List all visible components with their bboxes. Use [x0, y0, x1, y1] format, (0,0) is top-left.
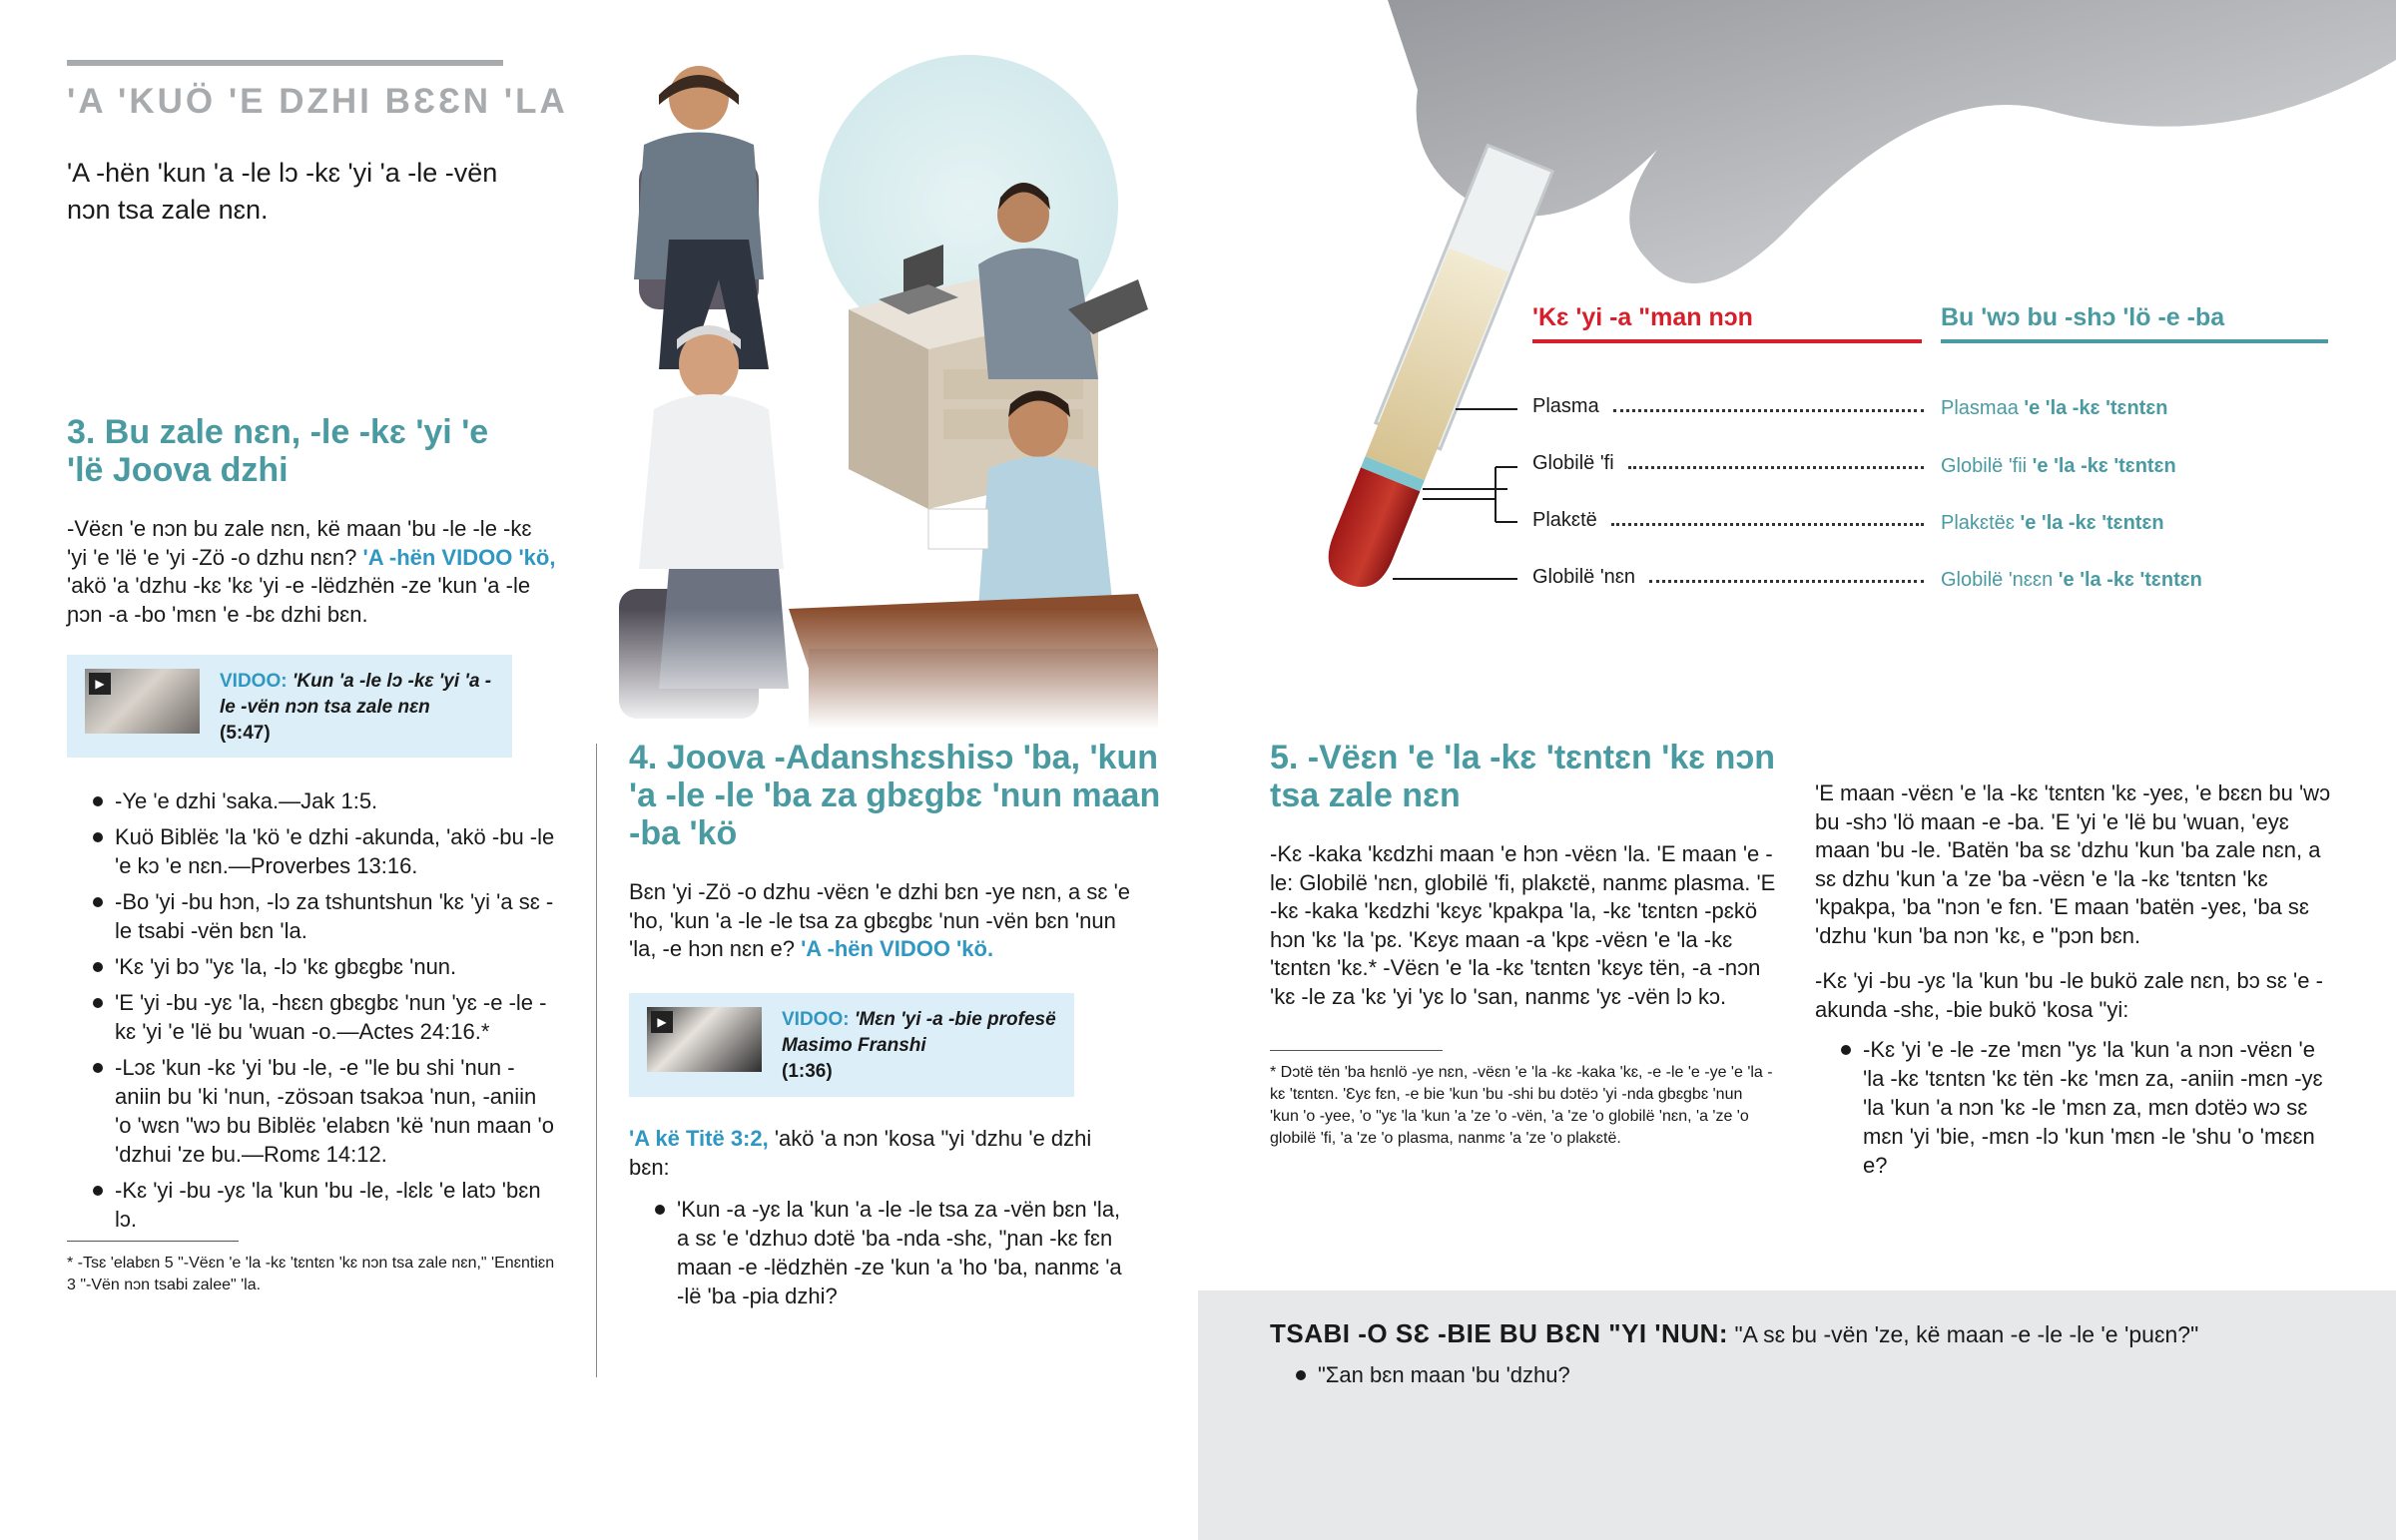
section-3-paragraph	[67, 515, 556, 629]
section-3-video-link[interactable]: 'A -hën VIDOO 'kö,	[362, 544, 556, 570]
video-title: 'Mɛn 'yi -a -bie profesë Masimo Franshi	[782, 1009, 1056, 1056]
verse-text: 'akö 'a nɔn 'kosa "yi 'dzhu 'e dzhi bɛn:	[629, 1126, 1092, 1180]
video-card-section-3[interactable]	[67, 655, 512, 758]
section-3-text: -Vëɛn 'e nɔn bu zale nɛn, kë maan 'bu -le -le -kɛ 'yi 'e 'lë 'e 'yi -Zö -o dzhu nɛn?	[67, 516, 532, 570]
video-thumbnail[interactable]	[85, 669, 200, 734]
list-item: 'E 'yi -bu -yɛ 'la, -hɛɛn gbɛgbɛ 'nun 'yɛ -e -le -kɛ 'yi 'e 'lë bu 'wuan -o.—Actes 24:16.*	[67, 988, 556, 1046]
section-5-bullet-list	[1815, 1035, 2334, 1187]
section-4-heading: 4. Joova -Adanshɛshisɔ 'ba, 'kun 'a -le -le 'ba za gbɛgbɛ 'nun maan -ba 'kö	[629, 739, 1161, 852]
component-name: Globilë 'nɛn	[1532, 566, 1636, 588]
list-item: -Ye 'e dzhi 'saka.—Jak 1:5.	[67, 786, 556, 815]
fraction-name: Globilë 'nɛɛn	[1941, 569, 2054, 591]
leader-dots	[1628, 466, 1924, 469]
fraction-suffix: 'e 'la -kɛ 'tɛntɛn	[2024, 397, 2168, 419]
list-item: -Lɔɛ 'kun -kɛ 'yi 'bu -le, -e "le bu shi 'nun -aniin bu 'ki 'nun, -zösɔan tsakɔa 'nun, -aniin 'o 'wɛn "wɔ bu Biblëɛ 'elabɛn 'kë 'nun maan 'o 'dzhui 'ze bu.—Romɛ 14:12.	[67, 1053, 556, 1169]
component-row-white-cells	[1532, 452, 1932, 475]
video-thumbnail[interactable]	[647, 1007, 762, 1072]
section-5-paragraph-2: 'E maan -vëɛn 'e 'la -kɛ 'tɛntɛn 'kɛ -yeɛ, 'e bɛɛn bu 'wɔ bu -shɔ 'lö maan -e -ba. 'E 'yi 'e 'lë bu 'wuan, 'eyɛ maan 'bu -le. 'Batën 'ba sɛ 'dzhu 'kun 'ba zale nɛn, a sɛ dzhu 'kun 'a 'ze 'ba -vëɛn 'e 'la -kɛ 'tɛntɛn 'kɛ 'kpakpa, 'ba "nɔn 'e fɛn. 'E maan 'batën -yeɛ, 'ba sɛ 'dzhu 'kun 'ba nɔn 'kɛ, e "pɔn bɛn.	[1815, 780, 2331, 948]
fractions-heading: Bu 'wɔ bu -shɔ 'lö -e -ba	[1941, 303, 2225, 331]
consultation-illustration	[599, 50, 1178, 729]
components-rule	[1532, 339, 1922, 343]
list-item: -Kɛ 'yi 'e -le -ze 'mɛn "yɛ 'la 'kun 'a nɔn -vëɛn 'e 'la -kɛ 'tɛntɛn 'kɛ tën -kɛ 'mɛn za, -aniin -mɛn -yɛ 'la 'kun 'a nɔn 'kɛ -le 'mɛn za, mɛn dɔtëɔ wɔ sɛ mɛn 'yi 'bie, -mɛn -lɔ 'kun 'mɛn -le 'shu 'o 'mɛɛn e?	[1815, 1035, 2334, 1180]
fraction-suffix: 'e 'la -kɛ 'tɛntɛn	[2020, 512, 2164, 534]
video-label: VIDOO:	[220, 671, 288, 692]
footnote-rule	[67, 1241, 239, 1242]
list-item: 'Kun -a -yɛ la 'kun 'a -le -le tsa za -vën bɛn 'la, a sɛ 'e 'dzhuɔ dɔtë 'ba -nda -shɛ, "ɲan -kɛ fɛn maan -e -lëdzhën -ze 'kun 'a 'ho 'ba, nanmɛ 'a -lë 'ba -pia dzhi?	[629, 1195, 1128, 1310]
list-item: Kuö Biblëɛ 'la 'kö 'e dzhi -akunda, 'akö -bu -le 'e kɔ 'e nɛn.—Proverbes 13:16.	[67, 822, 556, 880]
fraction-label-platelets	[1941, 512, 2164, 535]
fraction-label-plasma	[1941, 397, 2167, 420]
leader-dots	[1613, 409, 1924, 412]
section-5-heading: 5. -Vëɛn 'e 'la -kɛ 'tɛntɛn 'kɛ nɔn tsa zale nɛn	[1270, 739, 1776, 814]
video-card-section-4[interactable]	[629, 993, 1074, 1097]
panel-question-text: "A sɛ bu -vën 'ze, kë maan -e -le -le 'e 'puɛn?"	[1734, 1321, 2199, 1347]
leader-dots	[1649, 580, 1924, 583]
play-icon[interactable]: ▶	[651, 1011, 673, 1033]
fraction-label-white-cells	[1941, 455, 2176, 478]
section-3-bullet-list	[67, 786, 556, 1241]
panel-question	[1270, 1317, 2358, 1350]
fraction-name: Plasmaa	[1941, 397, 2019, 419]
video-label: VIDOO:	[782, 1009, 850, 1030]
component-row-red-cells	[1532, 566, 1932, 589]
component-name: Plakɛtë	[1532, 509, 1597, 531]
intro-text: 'A -hën 'kun 'a -le lɔ -kɛ 'yi 'a -le -vën nɔn tsa zale nɛn.	[67, 158, 498, 225]
video-info	[782, 1007, 1056, 1085]
verse-link[interactable]: 'A kë Titë 3:2,	[629, 1126, 769, 1151]
components-heading: 'Kɛ 'yi -a "man nɔn	[1532, 303, 1753, 331]
column-divider	[596, 744, 597, 1377]
video-info	[220, 669, 494, 747]
fraction-name: Plakɛtëɛ	[1941, 512, 2015, 534]
list-item: -Bo 'yi -bu hɔn, -lɔ za tshuntshun 'kɛ 'yi 'a sɛ -le tsabi -vën bɛn 'la.	[67, 887, 556, 945]
section-5-footnote: * Dɔtë tën 'ba hɛnlö -ye nɛn, -vëɛn 'e 'la -kɛ -kaka 'kɛ, -e -le 'e -ye 'e 'la -kɛ 'tɛntɛn. 'Ɛyɛ fɛn, -e bie 'kun 'bu -shi bu dɔtëɔ 'yi -nda gbɛgbɛ 'nun 'kun 'o -yee, 'o "yɛ 'la 'kun 'a 'ze 'o -vën, 'a 'ze 'o globilë 'nɛn, 'a 'ze 'o globilë 'fi, 'a 'ze 'o plasma, nanmɛ 'a 'ze 'o plakɛtë.	[1270, 1064, 1773, 1147]
video-duration: (1:36)	[782, 1061, 833, 1082]
section-4-verse	[629, 1125, 1138, 1182]
page-title: 'A 'KUÖ 'E DZHI BƐƐN 'LA	[67, 82, 568, 121]
header-rule	[67, 60, 503, 66]
fractions-rule	[1941, 339, 2328, 343]
component-row-platelets	[1532, 509, 1932, 532]
panel-label: TSABI -O SƐ -BIE BU BƐN "YI 'NUN:	[1270, 1318, 1729, 1348]
leader-dots	[1611, 523, 1924, 526]
fraction-suffix: 'e 'la -kɛ 'tɛntɛn	[2032, 455, 2176, 477]
fraction-label-red-cells	[1941, 569, 2202, 592]
list-item: -Kɛ 'yi -bu -yɛ 'la 'kun 'bu -le, -lɛlɛ 'e latɔ 'bɛn lɔ.	[67, 1176, 556, 1234]
play-icon[interactable]: ▶	[89, 673, 111, 695]
section-3-footnote: * -Tsɛ 'elabɛn 5 "-Vëɛn 'e 'la -kɛ 'tɛntɛn 'kɛ nɔn tsa zale nɛn," 'Enɛntiɛn 3 "-Vën nɔn tsabi zalee" 'la.	[67, 1255, 555, 1293]
component-name: Globilë 'fi	[1532, 452, 1614, 474]
fraction-suffix: 'e 'la -kɛ 'tɛntɛn	[2058, 569, 2202, 591]
video-title: 'Kun 'a -le lɔ -kɛ 'yi 'a -le -vën nɔn tsa zale nɛn	[220, 671, 492, 718]
footnote-rule	[1270, 1050, 1443, 1051]
video-duration: (5:47)	[220, 723, 271, 744]
section-4-bullet-list	[629, 1195, 1128, 1317]
section-4-paragraph	[629, 878, 1138, 964]
component-row-plasma	[1532, 395, 1932, 418]
list-item: "Ʃan bɛn maan 'bu 'dzhu?	[1270, 1360, 2069, 1389]
list-item: 'Kɛ 'yi bɔ "yɛ 'la, -lɔ 'kɛ gbɛgbɛ 'nun.	[67, 952, 556, 981]
section-3-text-rest: 'akö 'a 'dzhu -kɛ 'kɛ 'yi -e -lëdzhën -ze 'kun 'a -le ɲɔn -a -bo 'mɛn 'e -bɛ dzhi bɛn.	[67, 573, 531, 627]
panel-bullet-list	[1270, 1360, 2069, 1396]
section-5-paragraph: -Kɛ -kaka 'kɛdzhi maan 'e hɔn -vëɛn 'la. 'E maan 'e -le: Globilë 'nɛn, globilë 'fi, plakɛtë, nanmɛ plasma. 'E -kɛ -kaka 'kɛdzhi 'kɛyɛ 'kpakpa 'la, -kɛ 'tɛntɛn -pɛkö hɔn 'kɛ 'la 'pɛ. 'Kɛyɛ maan -a 'kpɛ -vëɛn 'e 'la -kɛ 'tɛntɛn 'kɛ.* -Vëɛn 'e 'la -kɛ 'tɛntɛn 'kɛyɛ tën, -a -nɔn 'kɛ -le za 'kɛ 'yi 'yɛ lo 'san, nanmɛ 'yɛ -vën lɔ kɔ.	[1270, 841, 1776, 1009]
section-4-video-link[interactable]: 'A -hën VIDOO 'kö.	[801, 936, 994, 961]
component-name: Plasma	[1532, 395, 1599, 417]
section-4-text: Bɛn 'yi -Zö -o dzhu -vëɛn 'e dzhi bɛn -ye nɛn, a sɛ 'e 'ho, 'kun 'a -le -le tsa za gbɛgbɛ 'nun -vën bɛn 'nun 'la, -e hɔn nɛn e?	[629, 879, 1131, 961]
fraction-name: Globilë 'fii	[1941, 455, 2028, 477]
section-3-heading: 3. Bu zale nɛn, -le -kɛ 'yi 'e 'lë Joova dzhi	[67, 413, 489, 489]
section-5-paragraph-3: -Kɛ 'yi -bu -yɛ 'la 'kun 'bu -le bukö zale nɛn, bɔ sɛ 'e -akunda -shɛ, -bie bukö 'kosa "yi:	[1815, 968, 2323, 1022]
